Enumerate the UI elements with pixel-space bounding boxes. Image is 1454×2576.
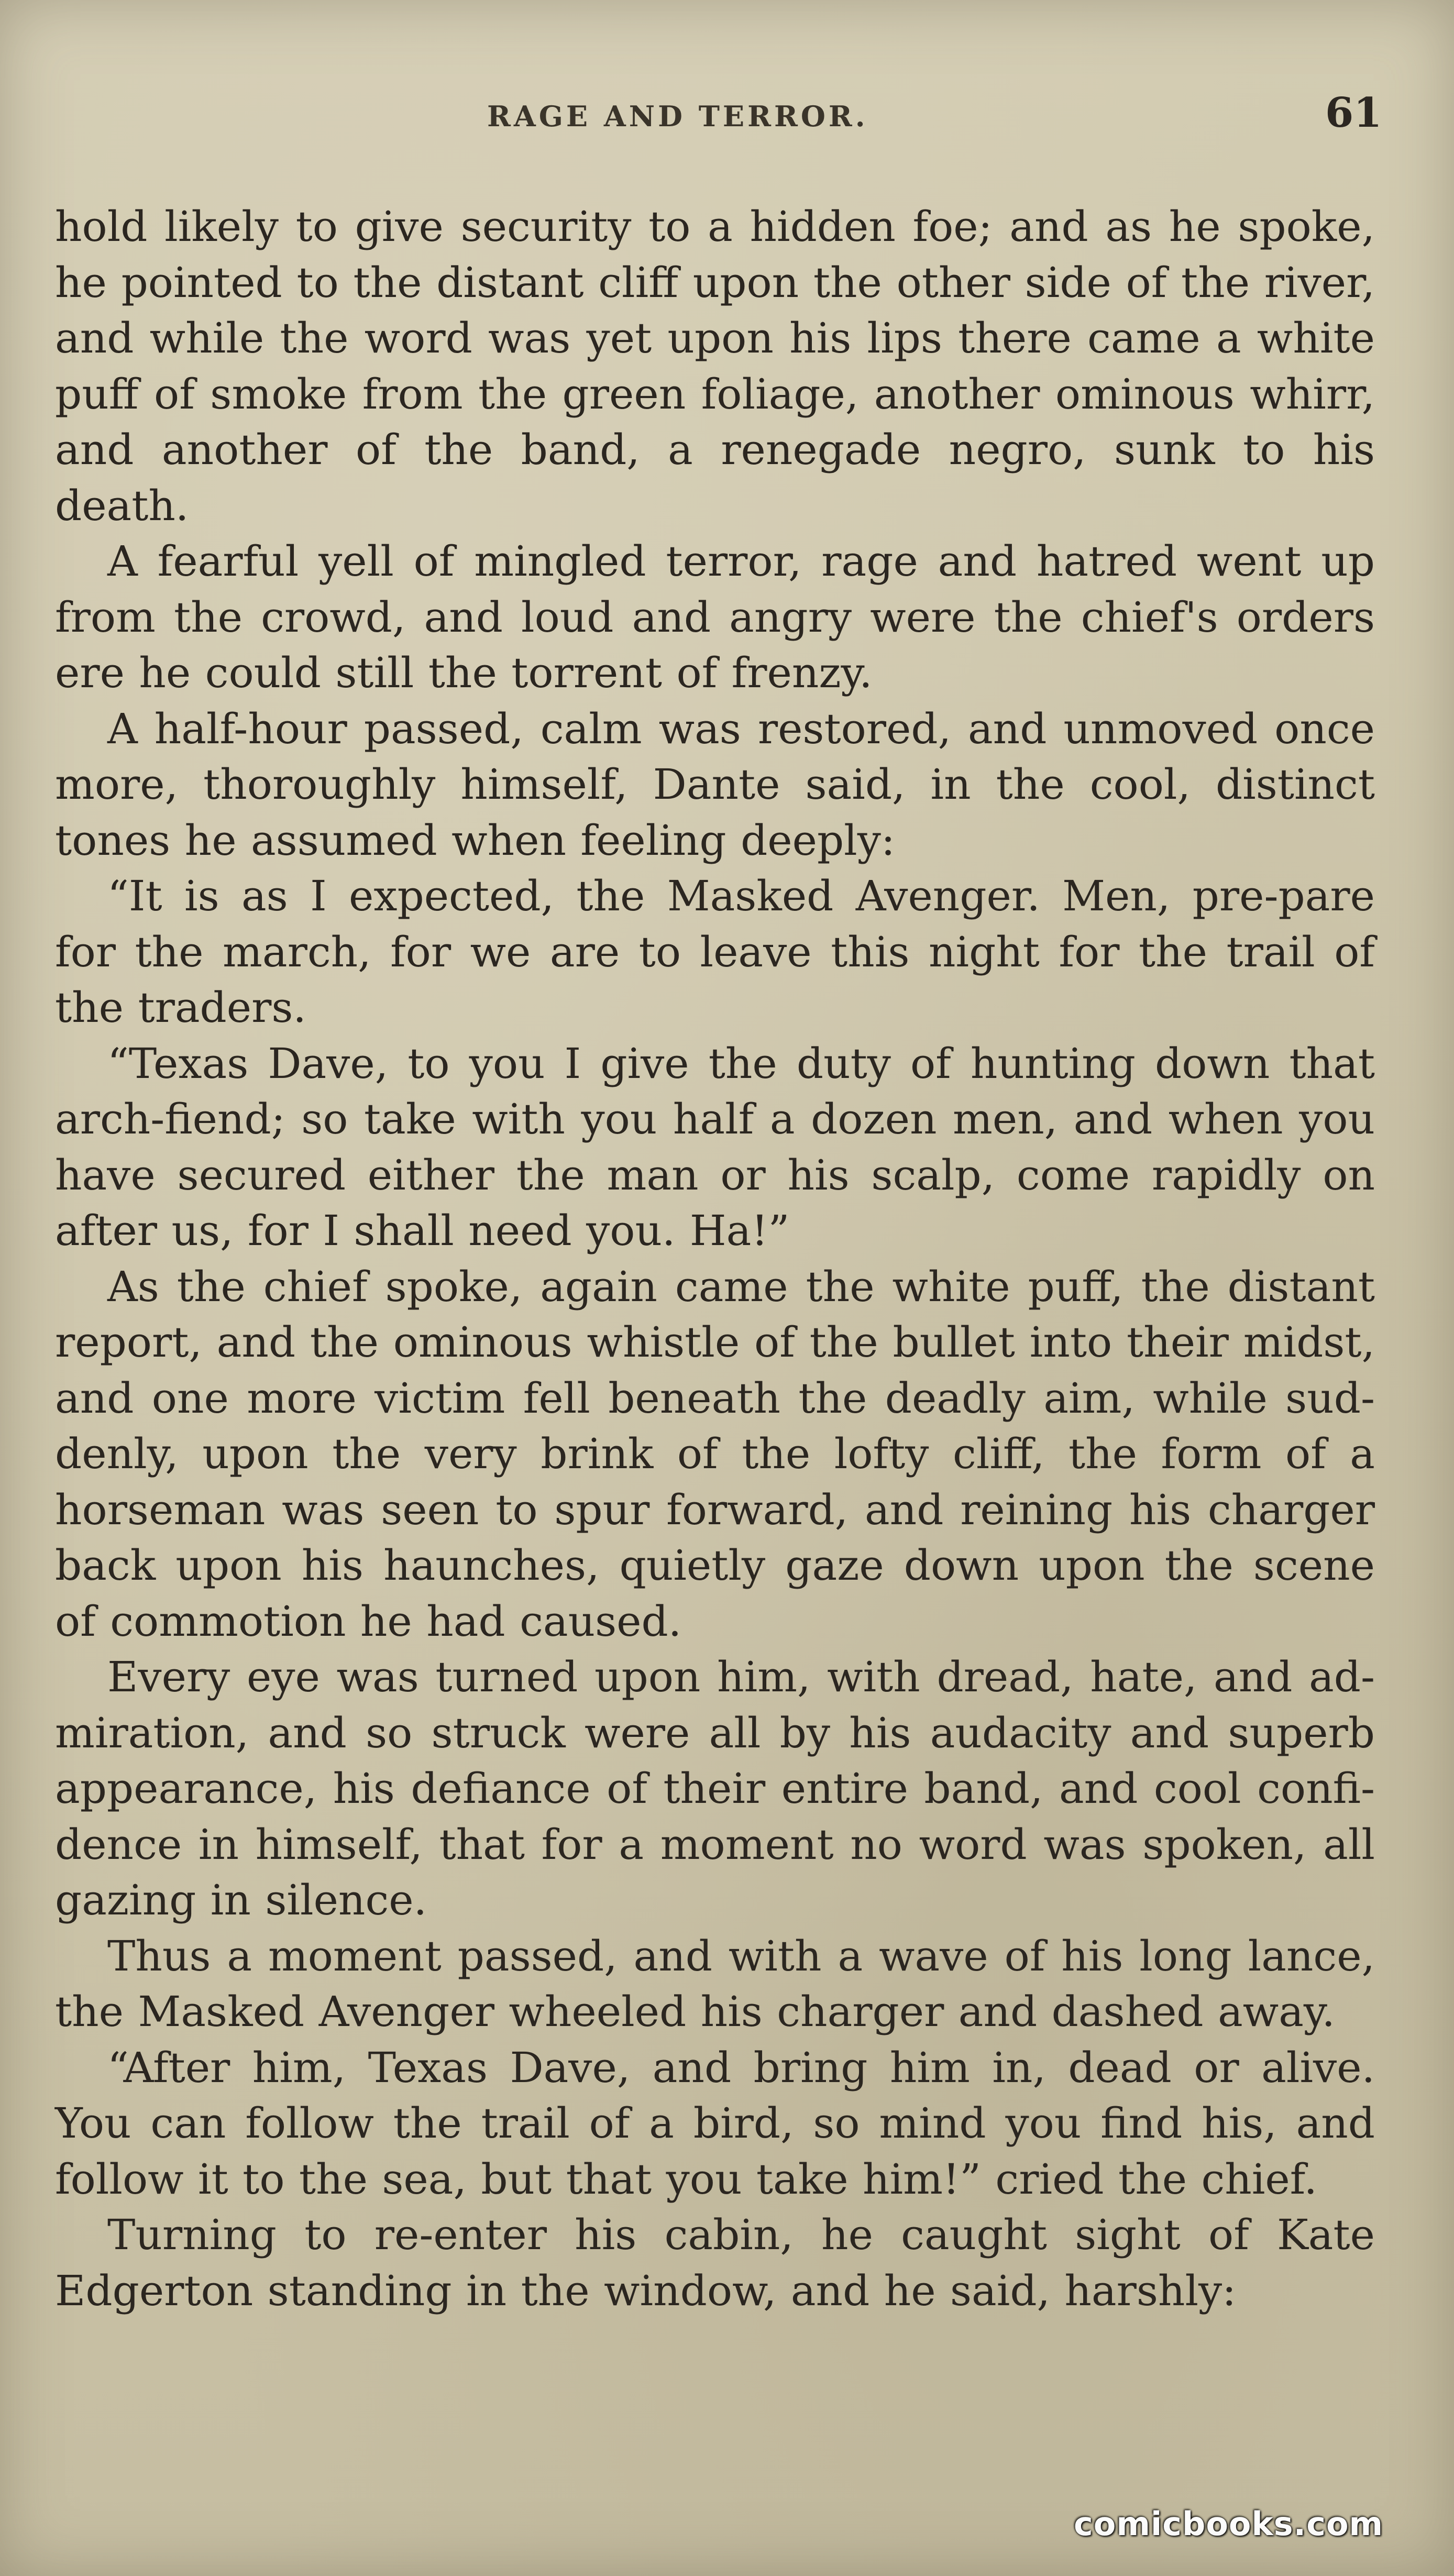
paragraph: As the chief spoke, again came the white puff, the distant report, and the ominous whistle of the bullet into their midst, and one more victim fell beneath the deadly aim, while sud-denly, upon the very brink of the lofty cliff, the form of a horseman was seen to spur forward, and reining his charger back upon his haunches, quietly gaze down upon the scene of commotion he had caused. bbox=[55, 1262, 1375, 1646]
page-number: 61 bbox=[1325, 89, 1382, 137]
paragraph: A fearful yell of mingled terror, rage and hatred went up from the crowd, and loud and angry were the chief's orders ere he could still the torrent of frenzy. bbox=[55, 537, 1375, 697]
paragraph: Every eye was turned upon him, with dread, hate, and ad-miration, and so struck were all by his audacity and superb appearance, his defiance of their entire band, and cool confi-dence in himself, that for a moment no word was spoken, all gazing in silence. bbox=[55, 1653, 1375, 1924]
site-watermark: comicbooks.com bbox=[1074, 2505, 1384, 2543]
chapter-title: RAGE AND TERROR. bbox=[487, 100, 868, 133]
paragraph: A half-hour passed, calm was restored, and unmoved once more, thoroughly himself, Dante said, in the cool, distinct tones he assumed when feeling deeply: bbox=[55, 704, 1375, 865]
body-text bbox=[55, 199, 1375, 2319]
paragraph: “After him, Texas Dave, and bring him in, dead or alive. You can follow the trail of a bird, so mind you find his, and follow it to the sea, but that you take him!” cried the chief. bbox=[55, 2043, 1375, 2204]
running-head bbox=[0, 89, 1454, 147]
paragraph: “It is as I expected, the Masked Avenger. Men, pre-pare for the march, for we are to leave this night for the trail of the traders. bbox=[55, 872, 1375, 1032]
paragraph: Turning to re-enter his cabin, he caught sight of Kate Edgerton standing in the window, and he said, harshly: bbox=[55, 2210, 1375, 2315]
paragraph-continuation: hold likely to give security to a hidden foe; and as he spoke, he pointed to the distant cliff upon the other side of the river, and while the word was yet upon his lips there came a white puff of smoke from the green foliage, another ominous whirr, and another of the band, a renegade negro, sunk to his death. bbox=[55, 202, 1375, 530]
paragraph: “Texas Dave, to you I give the duty of hunting down that arch-fiend; so take with you half a dozen men, and when you have secured either the man or his scalp, come rapidly on after us, for I shall need you. Ha!” bbox=[55, 1039, 1375, 1255]
paragraph: Thus a moment passed, and with a wave of his long lance, the Masked Avenger wheeled his charger and dashed away. bbox=[55, 1931, 1375, 2036]
